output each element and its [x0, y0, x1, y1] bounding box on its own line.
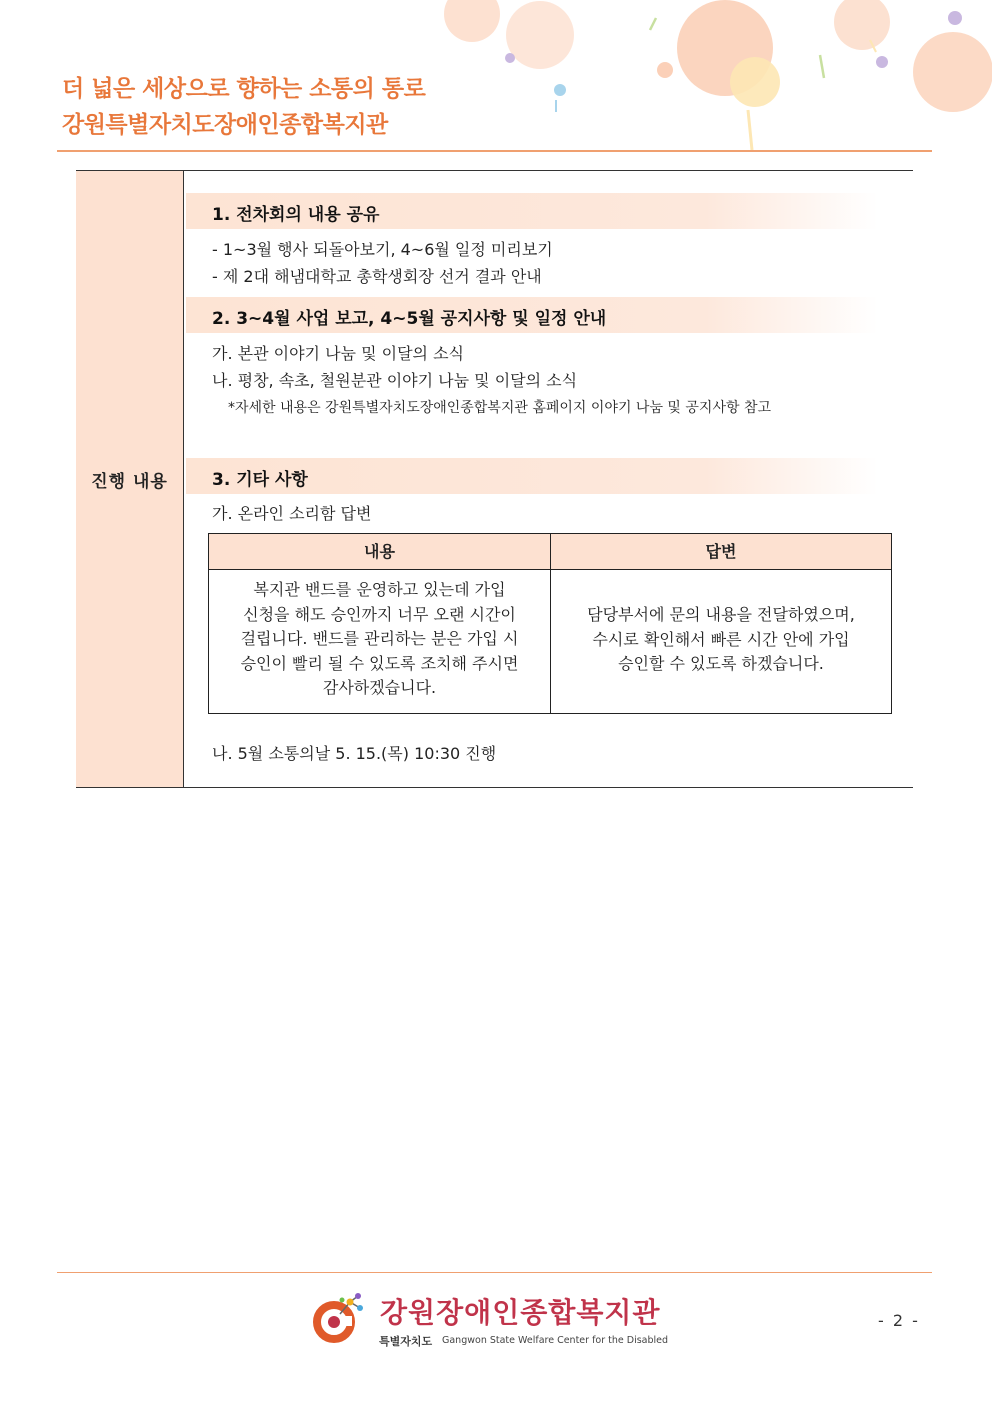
footer-logo-prefix: 특별자치도 [379, 1335, 433, 1348]
section-1-title: 1. 전차회의 내용 공유 [212, 205, 380, 225]
footer-logo-name: 강원장애인종합복지관 [380, 1296, 661, 1329]
section-2-title: 2. 3~4월 사업 보고, 4~5월 공지사항 및 일정 안내 [212, 309, 607, 329]
qa-header-answer: 답변 [551, 534, 891, 570]
row-label-cell [76, 171, 184, 787]
welfare-center-logo-icon [312, 1290, 372, 1350]
qa-question-line: 신청을 해도 승인까지 너무 오랜 시간이 [243, 604, 516, 624]
section-3-closing: 나. 5월 소통의날 5. 15.(목) 10:30 진행 [212, 744, 497, 763]
qa-question-line: 걸립니다. 밴드를 관리하는 분은 가입 시 [240, 629, 519, 648]
qa-table [208, 533, 892, 714]
section-1-line-2: - 제 2대 해냄대학교 총학생회장 선거 결과 안내 [212, 267, 542, 286]
section-3-line-1: 가. 온라인 소리함 답변 [212, 504, 372, 523]
qa-question-line: 복지관 밴드를 운영하고 있는데 가입 [253, 580, 506, 599]
page-number: - 2 - [878, 1311, 920, 1330]
section-2-note: *자세한 내용은 강원특별자치도장애인종합복지관 홈페이지 이야기 나눔 및 공지사항 참고 [228, 400, 771, 416]
qa-question [209, 578, 550, 701]
qa-answer-line: 승인할 수 있도록 하겠습니다. [618, 654, 824, 673]
qa-question-line: 승인이 빨리 될 수 있도록 조치해 주시면 [240, 653, 519, 673]
footer-logo-english: Gangwon State Welfare Center for the Disabled [442, 1335, 669, 1346]
qa-answer-line: 담당부서에 문의 내용을 전달하였으며, [587, 605, 855, 624]
header-org-name: 강원특별자치도장애인종합복지관 [62, 112, 388, 138]
section-1-line-1: - 1~3월 행사 되돌아보기, 4~6월 일정 미리보기 [212, 240, 553, 259]
header-slogan: 더 넓은 세상으로 향하는 소통의 통로 [62, 76, 426, 102]
header-divider [57, 150, 932, 152]
qa-header-question: 내용 [209, 534, 550, 570]
section-2-line-2: 나. 평창, 속초, 철원분관 이야기 나눔 및 이달의 소식 [212, 371, 578, 390]
footer-divider [57, 1272, 932, 1273]
row-label: 진행 내용 [91, 472, 168, 492]
section-3-title: 3. 기타 사항 [212, 470, 308, 490]
qa-answer-line: 수시로 확인해서 빠른 시간 안에 가입 [592, 629, 850, 649]
qa-question-line: 감사하겠습니다. [322, 678, 437, 697]
qa-answer [551, 603, 891, 677]
section-2-line-1: 가. 본관 이야기 나눔 및 이달의 소식 [212, 344, 464, 363]
